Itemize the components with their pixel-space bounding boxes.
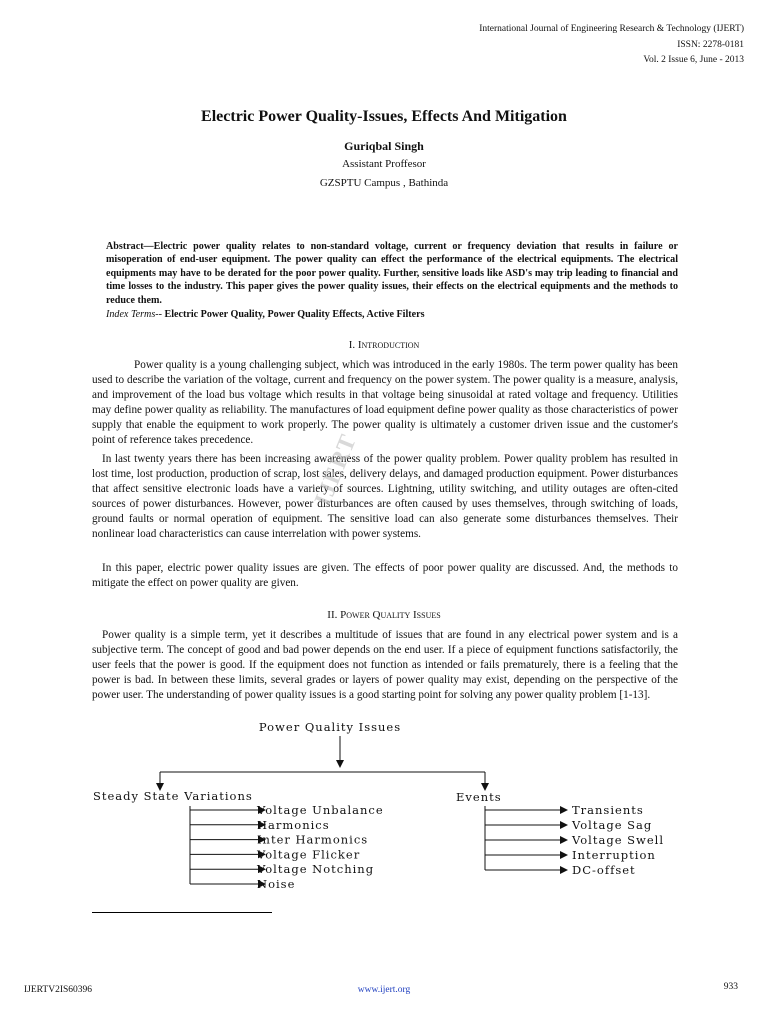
issues-paragraph: Power quality is a simple term, yet it describes a multitude of issues that are found in any electrical power system and is a subjective term. The concept of good and bad power depends on the end user. If a piece of equipment functions satisfactorily, the user feels that the power is good. If the equipment does not function as intended or fails prematurely, there is a feeling that the power is bad. In between these limits, several grades or layers of power quality may exist, depending on the perspective of the power user. The understanding of power quality issues is a good starting point for solving any power quality problem [1-13]. [92,629,678,701]
journal-name: International Journal of Engineering Research & Technology (IJERT) [479,24,744,34]
steady-state-items [190,803,384,891]
author-position: Assistant Proffesor [342,158,426,170]
steady-state-item: Voltage Notching [257,862,375,877]
event-item: DC-offset [572,863,636,877]
issn: ISSN: 2278-0181 [677,40,744,50]
journal-url-link[interactable]: www.ijert.org [357,985,411,995]
volume-info: Vol. 2 Issue 6, June - 2013 [643,55,744,65]
steady-state-item: Voltage Unbalance [257,803,384,817]
page-number: 933 [723,982,738,992]
index-terms-text: Electric Power Quality, Power Quality Effects, Active Filters [164,309,425,320]
event-item: Transients [572,803,644,817]
intro-paragraph-1: Power quality is a young challenging subject, which was introduced in the early 1980s. The term power quality has been used to describe the variation of the voltage, current and frequency on the power system. The power quality is a measure, analysis, and improvement of the load bus voltage which results in that voltage being sinusoidal at rated voltage and frequency. Utilities may define power quality as reliability. The manufactures of load equipment define power quality as those characteristics of power supply that enable the equipment to work properly. The power quality is ultimately a customer driven issue and the customer's point of reference takes precedence. [92,359,678,446]
steady-state-item: Noise [257,877,296,891]
abstract-text: Abstract—Electric power quality relates to non-standard voltage, current or frequency deviation that results in failure or misoperation of end-user equipment. The power quality can effect the performance of the electrical equipments. The electrical equipments may have to be derated for the poor power quality. Further, sensitive loads like ASD's may trip leading to financial and time losses to the industry. This paper gives the power quality issues, their effects on the electrical equipments and the methods to reduce them. [106,241,678,306]
intro-paragraph-2: In last twenty years there has been increasing awareness of the power quality problem. Power quality problem has resulted in lost time, lost production, production of scrap, lost sales, delivery delays, and damaged production equipment. Power disturbances that affect sensitive electronic loads have a variety of sources. Lightning, utility switching, and utility outages are often-cited sources of power disturbances. However, power disturbances are often caused by uses themselves, through switching of loads, ground faults or normal operation of equipment. The sensitive load can also generate some disturbances themselves. Their nonlinear load characteristics can cause interrelation with power systems. [92,453,678,540]
index-terms-label: Index Terms-- [106,309,162,320]
abstract [92,240,678,307]
intro-paragraph-3: In this paper, electric power quality issues are given. The effects of poor power quality are discussed. And, the methods to mitigate the effect on power quality are given. [92,562,678,589]
events-label: Events [456,790,502,804]
steady-state-item: Voltage Flicker [257,847,361,862]
paper-id: IJERTV2IS60396 [24,985,93,995]
footer-url-wrap [0,985,768,995]
author-affiliation: GZSPTU Campus , Bathinda [319,177,449,189]
event-item: Interruption [572,848,656,862]
paper-title: Electric Power Quality-Issues, Effects And Mitigation [201,108,567,125]
event-items [485,803,664,877]
event-item: Voltage Swell [572,833,665,847]
section-title: Introduction [357,339,420,351]
footnote-rule [92,912,272,913]
section-heading-issues [0,609,768,621]
section-number: I. [348,339,356,351]
index-terms [106,309,425,320]
steady-state-item: Inter Harmonics [257,832,369,847]
watermark: IJERT [310,430,363,510]
diagram-root-label: Power Quality Issues [258,720,402,734]
steady-state-label: Steady State Variations [93,789,253,803]
section-number: II. [327,609,338,621]
event-item: Voltage Sag [572,818,653,832]
steady-state-item: Harmonics [257,817,330,832]
section-title: Power Quality Issues [340,609,441,621]
power-quality-issues-diagram [85,720,705,895]
section-heading-introduction [0,339,768,351]
author-name: Guriqbal Singh [344,139,424,153]
